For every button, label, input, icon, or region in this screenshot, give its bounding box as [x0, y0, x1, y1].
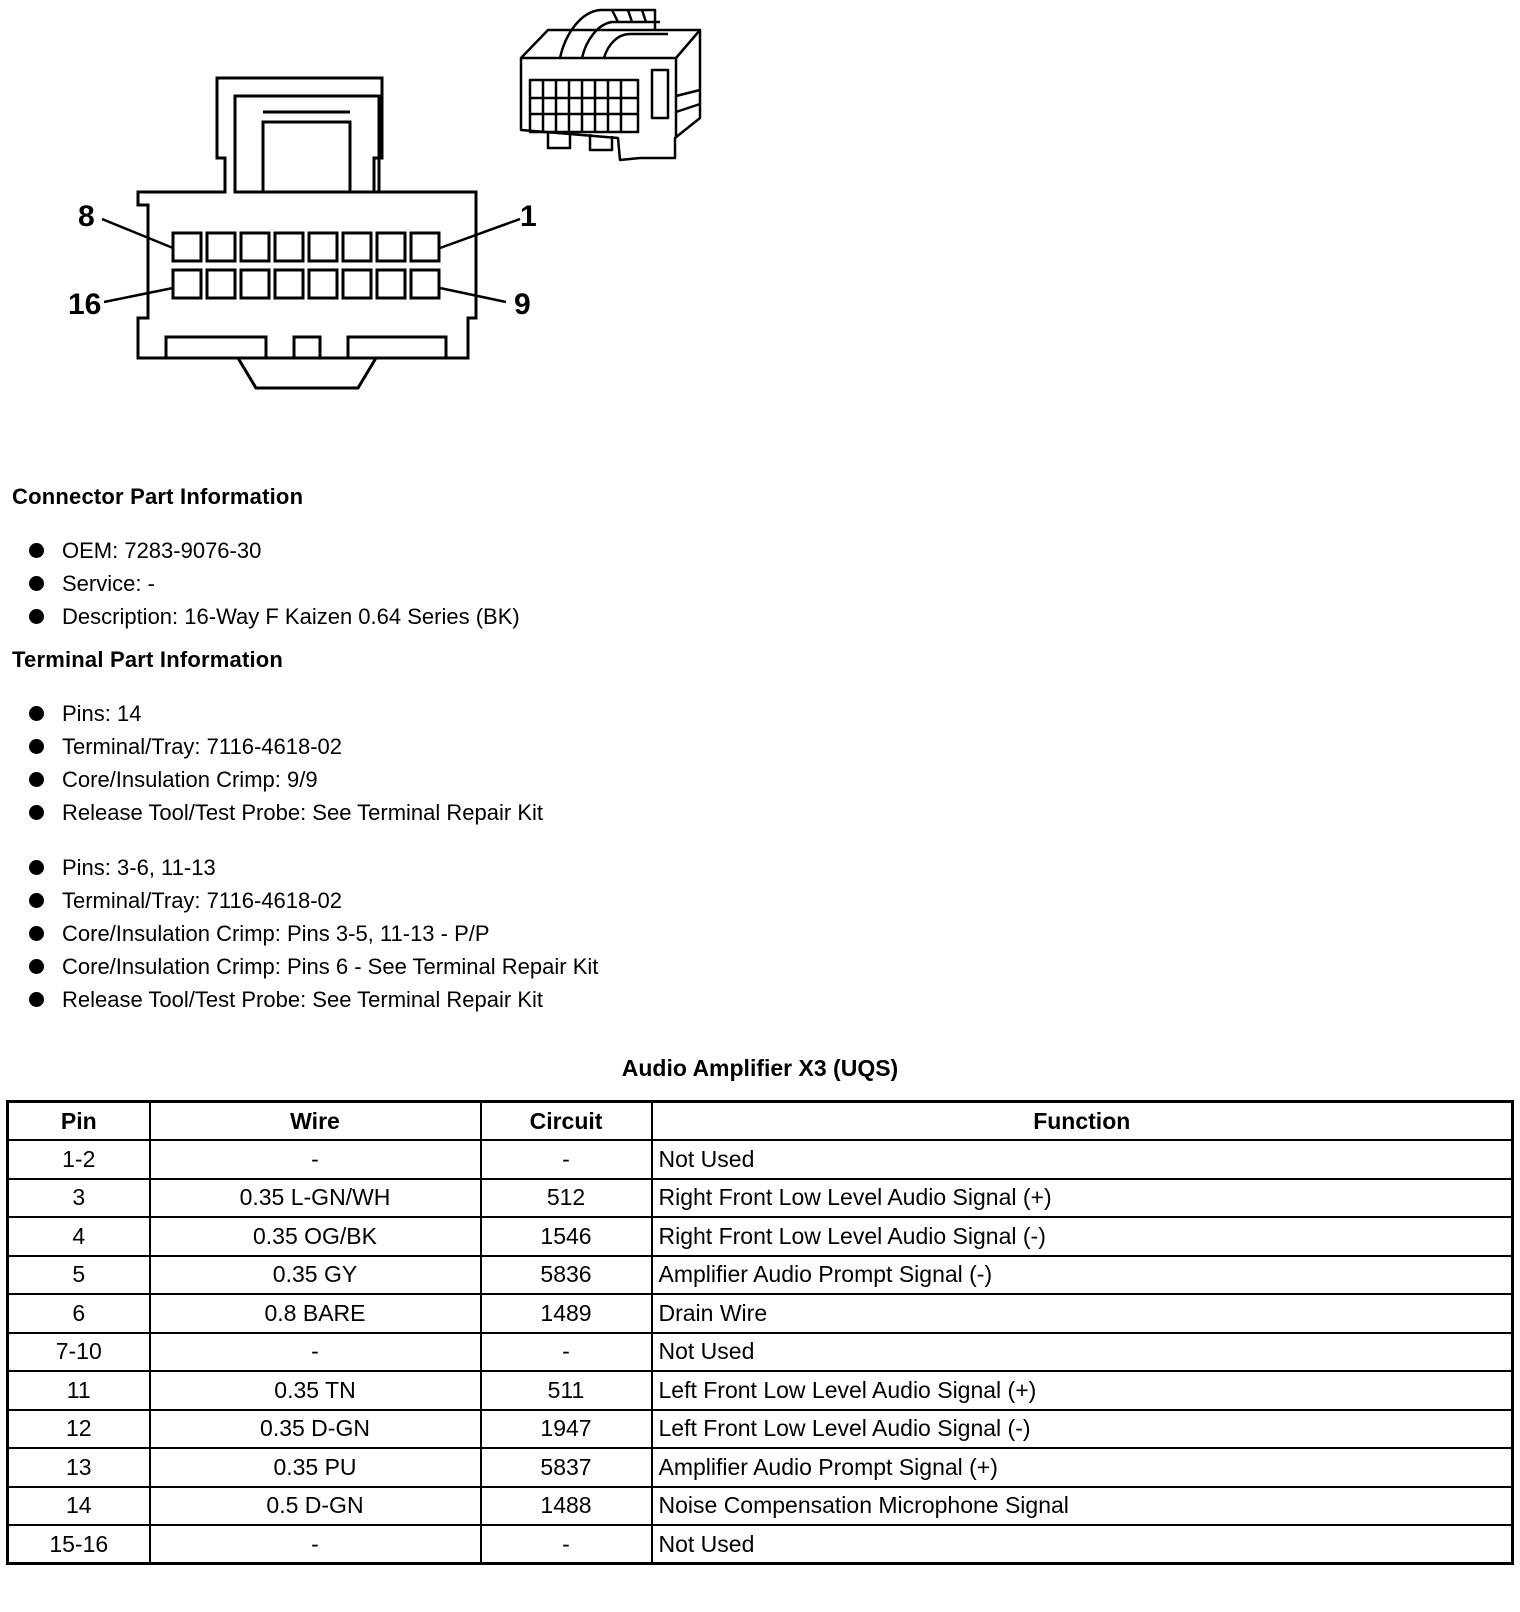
connector-perspective-drawing — [521, 10, 700, 160]
cell-wire: 0.35 GY — [150, 1256, 481, 1295]
pin-cavity — [241, 233, 269, 261]
cell-function: Not Used — [652, 1333, 1513, 1372]
cell-function: Left Front Low Level Audio Signal (+) — [652, 1371, 1513, 1410]
terminal-part-heading: Terminal Part Information — [12, 647, 284, 672]
list-item-text: Service: - — [62, 571, 155, 596]
bullet-icon — [29, 805, 44, 820]
column-header-function: Function — [652, 1102, 1513, 1141]
bullet-icon — [29, 926, 44, 941]
cell-circuit: 5837 — [481, 1448, 652, 1487]
list-item-text: Pins: 3-6, 11-13 — [62, 855, 216, 880]
list-item-text: Core/Insulation Crimp: Pins 3-5, 11-13 - P/P — [62, 921, 490, 946]
pin-cavity — [309, 270, 337, 298]
list-item — [28, 600, 520, 633]
cell-circuit: - — [481, 1525, 652, 1564]
pin-cavity — [377, 270, 405, 298]
pin-label-16: 16 — [68, 288, 102, 321]
cell-function: Right Front Low Level Audio Signal (-) — [652, 1217, 1513, 1256]
cell-circuit: - — [481, 1333, 652, 1372]
table-row — [8, 1333, 1513, 1372]
cell-function: Amplifier Audio Prompt Signal (+) — [652, 1448, 1513, 1487]
list-item — [28, 884, 598, 917]
list-item-text: Terminal/Tray: 7116-4618-02 — [62, 888, 343, 913]
pin-cavity — [275, 233, 303, 261]
cell-wire: - — [150, 1333, 481, 1372]
cell-wire: 0.35 D-GN — [150, 1410, 481, 1449]
cell-pin: 13 — [8, 1448, 150, 1487]
list-item-text: Core/Insulation Crimp: Pins 6 - See Terminal Repair Kit — [62, 954, 599, 979]
table-row — [8, 1487, 1513, 1526]
cell-pin: 3 — [8, 1179, 150, 1218]
list-item-text: Description: 16-Way F Kaizen 0.64 Series (BK) — [62, 604, 520, 629]
pin-label-1: 1 — [520, 200, 537, 233]
list-item — [28, 697, 543, 730]
table-title: Audio Amplifier X3 (UQS) — [621, 1055, 899, 1081]
connector-diagram — [0, 0, 760, 420]
bullet-icon — [29, 772, 44, 787]
cell-pin: 12 — [8, 1410, 150, 1449]
cell-wire: 0.35 L-GN/WH — [150, 1179, 481, 1218]
terminal-part-list-1 — [28, 697, 543, 829]
cell-function: Noise Compensation Microphone Signal — [652, 1487, 1513, 1526]
cell-function: Not Used — [652, 1140, 1513, 1179]
cell-circuit: 1489 — [481, 1294, 652, 1333]
list-item — [28, 983, 598, 1016]
pinout-table — [6, 1100, 1514, 1565]
cell-wire: 0.5 D-GN — [150, 1487, 481, 1526]
pin-cavity — [377, 233, 405, 261]
list-item-text: OEM: 7283-9076-30 — [62, 538, 262, 563]
pin-label-9: 9 — [514, 288, 531, 321]
cell-wire: 0.35 PU — [150, 1448, 481, 1487]
column-header-pin: Pin — [8, 1102, 150, 1141]
list-item-text: Release Tool/Test Probe: See Terminal Repair Kit — [62, 800, 543, 825]
bullet-icon — [29, 992, 44, 1007]
cell-function: Not Used — [652, 1525, 1513, 1564]
pin-cavity — [173, 233, 201, 261]
connector-part-list — [28, 534, 520, 633]
list-item-text: Core/Insulation Crimp: 9/9 — [62, 767, 318, 792]
bullet-icon — [29, 959, 44, 974]
cell-pin: 7-10 — [8, 1333, 150, 1372]
pin-cavity — [309, 233, 337, 261]
cell-pin: 1-2 — [8, 1140, 150, 1179]
bullet-icon — [29, 739, 44, 754]
bullet-icon — [29, 860, 44, 875]
bullet-icon — [29, 893, 44, 908]
list-item — [28, 730, 543, 763]
cell-circuit: 512 — [481, 1179, 652, 1218]
cell-function: Drain Wire — [652, 1294, 1513, 1333]
cell-function: Amplifier Audio Prompt Signal (-) — [652, 1256, 1513, 1295]
bullet-icon — [29, 576, 44, 591]
list-item-text: Terminal/Tray: 7116-4618-02 — [62, 734, 343, 759]
list-item-text: Release Tool/Test Probe: See Terminal Repair Kit — [62, 987, 543, 1012]
connector-part-heading: Connector Part Information — [12, 484, 304, 509]
list-item — [28, 534, 520, 567]
cell-function: Right Front Low Level Audio Signal (+) — [652, 1179, 1513, 1218]
list-item — [28, 567, 520, 600]
cell-wire: 0.8 BARE — [150, 1294, 481, 1333]
cell-pin: 6 — [8, 1294, 150, 1333]
pin-label-8: 8 — [78, 200, 95, 233]
pin-cavity — [173, 270, 201, 298]
table-header-row — [8, 1102, 1513, 1141]
table-row — [8, 1217, 1513, 1256]
cell-circuit: 5836 — [481, 1256, 652, 1295]
pin-cavity — [207, 233, 235, 261]
table-row — [8, 1140, 1513, 1179]
table-row — [8, 1525, 1513, 1564]
column-header-wire: Wire — [150, 1102, 481, 1141]
cell-circuit: 511 — [481, 1371, 652, 1410]
list-item — [28, 917, 598, 950]
cell-wire: - — [150, 1140, 481, 1179]
cell-circuit: - — [481, 1140, 652, 1179]
table-row — [8, 1371, 1513, 1410]
table-row — [8, 1448, 1513, 1487]
bullet-icon — [29, 609, 44, 624]
cell-circuit: 1488 — [481, 1487, 652, 1526]
terminal-part-list-2 — [28, 851, 598, 1016]
pin-cavity — [241, 270, 269, 298]
pin-cavity — [275, 270, 303, 298]
pin-cavities — [173, 233, 439, 298]
cell-circuit: 1947 — [481, 1410, 652, 1449]
pin-cavity — [343, 270, 371, 298]
cell-pin: 5 — [8, 1256, 150, 1295]
cell-pin: 14 — [8, 1487, 150, 1526]
cell-circuit: 1546 — [481, 1217, 652, 1256]
list-item-text: Pins: 14 — [62, 701, 142, 726]
column-header-circuit: Circuit — [481, 1102, 652, 1141]
list-item — [28, 763, 543, 796]
cell-wire: 0.35 OG/BK — [150, 1217, 481, 1256]
table-row — [8, 1294, 1513, 1333]
bullet-icon — [29, 706, 44, 721]
cell-pin: 15-16 — [8, 1525, 150, 1564]
cell-wire: - — [150, 1525, 481, 1564]
cell-wire: 0.35 TN — [150, 1371, 481, 1410]
table-row — [8, 1256, 1513, 1295]
cell-function: Left Front Low Level Audio Signal (-) — [652, 1410, 1513, 1449]
pin-cavity — [411, 233, 439, 261]
list-item — [28, 950, 598, 983]
pin-cavity — [207, 270, 235, 298]
pin-cavity — [411, 270, 439, 298]
table-row — [8, 1410, 1513, 1449]
list-item — [28, 796, 543, 829]
list-item — [28, 851, 598, 884]
pin-cavity — [343, 233, 371, 261]
bullet-icon — [29, 543, 44, 558]
cell-pin: 4 — [8, 1217, 150, 1256]
cell-pin: 11 — [8, 1371, 150, 1410]
table-row — [8, 1179, 1513, 1218]
